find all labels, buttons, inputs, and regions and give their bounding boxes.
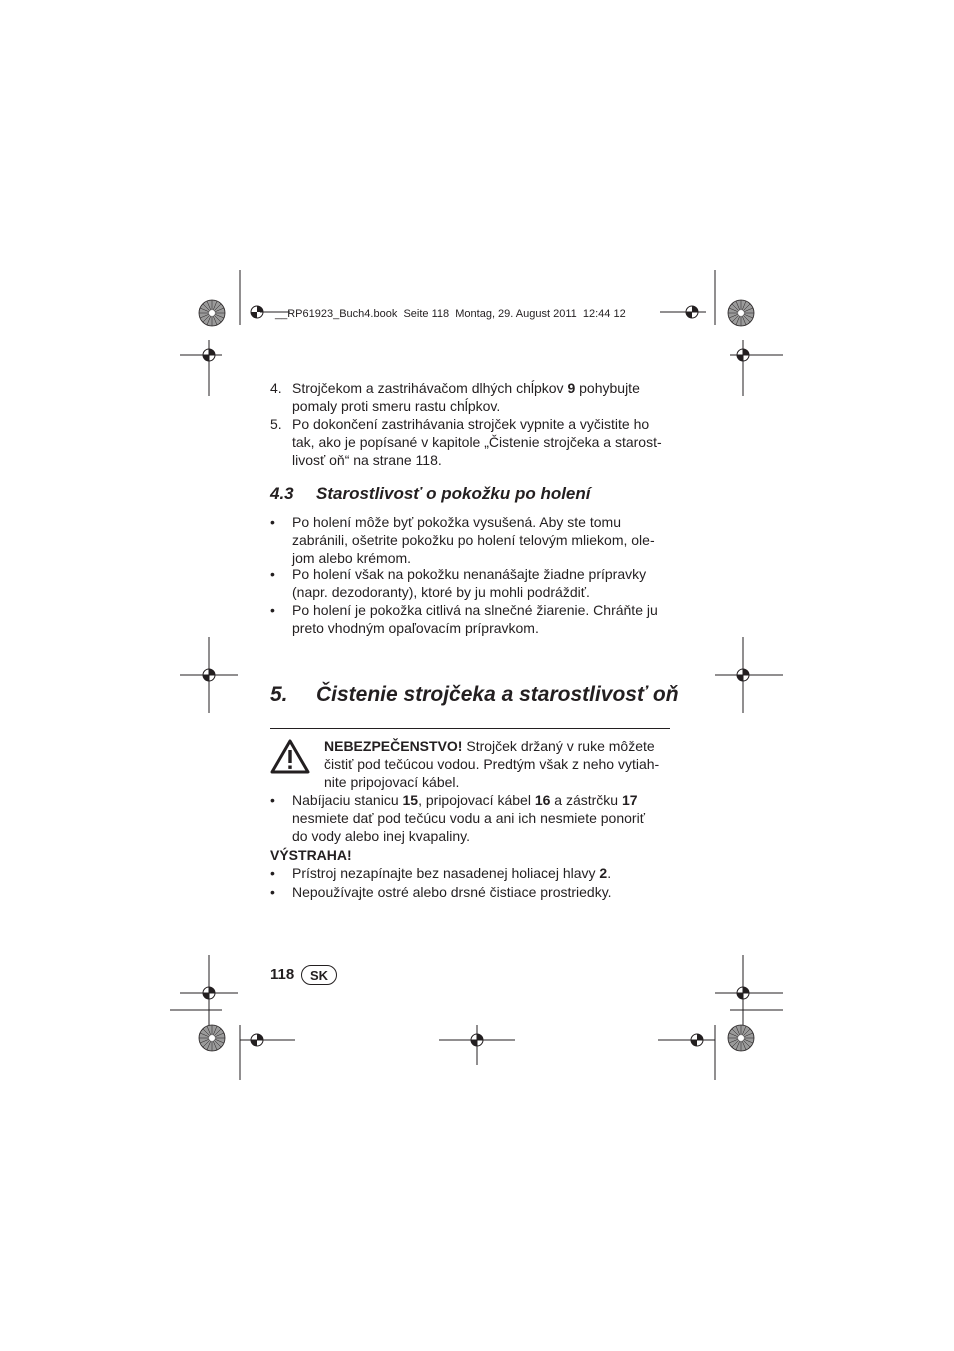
text-run: Prístroj nezapínajte bez nasadenej holiacej hlavy <box>292 865 600 881</box>
text-line: livosť oň“ na strane 118. <box>292 451 442 468</box>
danger-label: NEBEZPEČENSTVO! <box>324 738 463 754</box>
warning-label: VÝSTRAHA! <box>270 847 352 863</box>
page-number: 118 <box>270 966 295 983</box>
header-file: __RP61923_Buch4.book <box>275 308 398 320</box>
section-heading-4-3 <box>270 484 591 504</box>
part-number: 9 <box>567 380 576 396</box>
text-run: . <box>607 865 612 881</box>
heading-rule <box>270 728 670 729</box>
print-header <box>275 308 626 320</box>
bullet: • <box>270 566 275 582</box>
language-badge: SK <box>301 965 337 985</box>
bullet: • <box>270 602 275 618</box>
text-line: tak, ako je popísané v kapitole „Čistenie strojčeka a starost- <box>292 433 662 450</box>
header-date: Montag, 29. August 2011 <box>455 308 577 320</box>
text-line: Po holení môže byť pokožka vysušená. Aby ste tomu <box>292 514 621 530</box>
bullet: • <box>270 792 275 808</box>
text-line: Nepoužívajte ostré alebo drsné čistiace prostriedky. <box>292 884 612 900</box>
text-line: Po dokončení zastrihávania strojček vypnite a vyčistite ho <box>292 416 650 432</box>
text-line: nesmiete dať pod tečúcu vodu a ani ich nesmiete ponoriť <box>292 809 645 826</box>
step-text <box>292 380 682 416</box>
danger-notice <box>324 738 684 791</box>
section-number: 4.3 <box>270 484 294 503</box>
chapter-title: Čistenie strojčeka a starostlivosť oň <box>316 683 679 706</box>
text-line: nite pripojovací kábel. <box>324 773 460 790</box>
text-run: Strojček držaný v ruke môžete <box>462 738 655 754</box>
bullet: • <box>270 514 275 530</box>
text-line: zabránili, ošetrite pokožku po holení telovým mliekom, ole- <box>292 531 655 548</box>
bullet: • <box>270 865 275 881</box>
part-number: 17 <box>622 792 638 808</box>
text-line: (napr. dezodoranty), ktoré by ju mohli podráždiť. <box>292 583 590 600</box>
section-title: Starostlivosť o pokožku po holení <box>316 484 591 503</box>
part-number: 15 <box>402 792 419 808</box>
text-line: Po holení však na pokožku nenanášajte žiadne prípravky <box>292 566 647 582</box>
chapter-number: 5. <box>270 683 288 706</box>
part-number: 2 <box>599 865 608 881</box>
chapter-heading-5 <box>270 683 679 707</box>
text-line: preto vhodným opaľovacím prípravkom. <box>292 619 539 636</box>
text-line: čistiť pod tečúcou vodou. Predtým však z neho vytiah- <box>324 755 660 772</box>
text-run: pohybujte <box>575 380 640 396</box>
part-number: 16 <box>534 792 551 808</box>
header-page-ref: Seite 118 <box>403 308 450 320</box>
bullet: • <box>270 884 275 900</box>
text-run: Nabíjaciu stanicu <box>292 792 403 808</box>
header-time: 12:44 12 <box>582 308 626 320</box>
step-number: 4. <box>270 380 282 396</box>
text-line: do vody alebo inej kvapaliny. <box>292 827 470 844</box>
warning-triangle-icon <box>270 739 310 774</box>
step-text <box>292 416 682 469</box>
text-line: jom alebo krémom. <box>292 549 412 566</box>
text-line: Po holení je pokožka citlivá na slnečné žiarenie. Chráňte ju <box>292 602 658 618</box>
text-run: , pripojovací kábel <box>418 792 535 808</box>
step-number: 5. <box>270 416 282 432</box>
text-run: a zástrčku <box>550 792 622 808</box>
text-line: pomaly proti smeru rastu chĺpkov. <box>292 397 501 414</box>
text-run: Strojčekom a zastrihávačom dlhých chĺpkov <box>292 380 568 396</box>
